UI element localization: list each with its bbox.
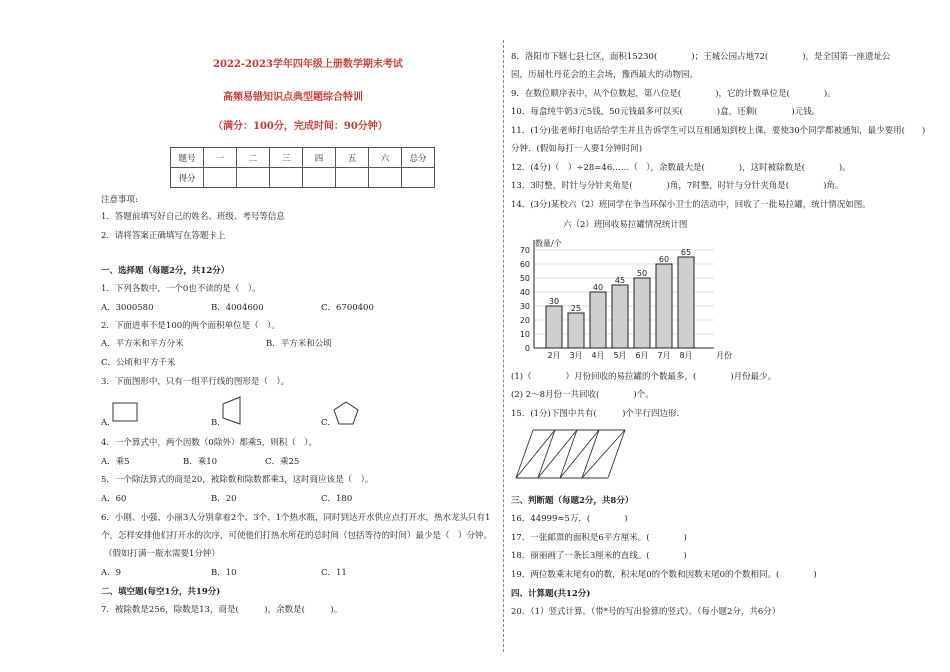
question-text: 10．每盒纯牛奶3元5钱，50元钱最多可以买( )盒，还剩( )元钱。 [511, 107, 821, 117]
option-a: A． [101, 418, 116, 428]
score-cell: 六 [369, 148, 402, 168]
x-tick-label: 6月 [635, 351, 649, 360]
score-cell: 二 [237, 148, 270, 168]
x-tick-label: 2月 [547, 351, 561, 360]
bar [546, 306, 562, 348]
x-tick-label: 5月 [613, 351, 627, 360]
question-text: 6．小刚、小强、小丽3人分别拿着2个、3个、1个热水瓶，同时到达开水供应点打开水，热水龙头只有1 [101, 513, 491, 523]
question-text: (2) 2～8月份一共回收( )个。 [511, 390, 654, 400]
option-a: A．3000580 [101, 303, 154, 313]
bar-value-label: 60 [658, 255, 670, 264]
score-cell: 一 [204, 148, 237, 168]
question-text: 5．一个除法算式的商是20，被除数和除数都乘3，这时商应该是（ ）。 [101, 475, 374, 485]
question-text: (1)（ ）月份回收的易拉罐的个数最多，( )月份最少。 [511, 372, 777, 382]
option-c: C．180 [321, 494, 353, 504]
pentagon-shape [333, 401, 359, 425]
x-tick-label: 4月 [591, 351, 605, 360]
y-axis-label: 数量/个 [535, 239, 562, 248]
question-text: 18．丽丽画了一条长3厘米的直线。( ) [511, 551, 687, 561]
score-cell: 总分 [402, 148, 435, 168]
question-text: 16．44999≈5万．( ) [511, 514, 628, 524]
question-text: 12．(4分)（ ）÷28=46……（ ），余数最大是( )，这时被除数是( )。 [511, 163, 851, 173]
bar-chart [510, 232, 740, 364]
bar [590, 292, 606, 348]
x-tick-label: 7月 [657, 351, 671, 360]
y-tick-label: 20 [519, 316, 530, 325]
score-cell: 三 [270, 148, 303, 168]
bar-value-label: 30 [548, 297, 560, 306]
bar-value-label: 45 [614, 276, 626, 285]
question-text: 8．洛阳市下辖七县七区，面积15230( )；王城公园占地72( )，是全国第一座遗址公 [511, 52, 891, 62]
score-input-cell[interactable] [237, 168, 270, 188]
option-a: A．60 [101, 494, 127, 504]
question-text: 14．(3分)某校六（2）班同学在争当环保小卫士的活动中，回收了一批易拉罐，统计情况如图。 [511, 200, 871, 210]
score-cell: 四 [303, 148, 336, 168]
option-b: B．乘10 [183, 457, 218, 467]
column-divider [503, 40, 504, 652]
chart-title: 六（2）班回收易拉罐情况统计图 [563, 220, 688, 230]
section-title: 二、填空题(每空1分，共19分) [101, 587, 221, 597]
bar-value-label: 25 [570, 304, 582, 313]
question-text: 2．下面进率不是100的两个面积单位是（ ）。 [101, 321, 280, 331]
trapezoid-shape [220, 396, 242, 426]
score-table-score-row [171, 168, 435, 188]
question-text: 13．3时整，时针与分针夹角是( )角，7时整，时针与分针夹角是( )角。 [511, 181, 844, 191]
option-a: A．平方米和平方分米 [101, 339, 184, 349]
option-c: C．11 [321, 568, 347, 578]
y-tick-label: 30 [519, 302, 530, 311]
question-text: 19．两位数乘末尾有0的数，积末尾0的个数和因数末尾0的个数相同。( ) [511, 570, 817, 580]
bar [612, 285, 628, 348]
y-tick-label: 10 [519, 330, 530, 339]
x-tick-label: 3月 [569, 351, 583, 360]
option-b: B．10 [211, 568, 237, 578]
section-title: 一、选择题（每题2分，共12分） [101, 266, 230, 276]
score-input-cell[interactable] [204, 168, 237, 188]
bar-value-label: 40 [592, 283, 604, 292]
question-text: 17．一张邮票的面积是6平方厘米。( ) [511, 533, 687, 543]
question-text: 20．（1）竖式计算。（带*号的写出验算的竖式）。（每小题2分，共6分） [511, 607, 781, 617]
bar-value-label: 65 [680, 248, 692, 257]
x-axis-label: 月份 [716, 351, 732, 360]
option-c: C．乘25 [265, 457, 300, 467]
y-tick-label: 70 [519, 246, 530, 255]
section-title: 三、判断题（每题2分，共8分） [511, 496, 634, 506]
option-c: C． [321, 418, 337, 428]
question-text: 9．在数位顺序表中，从个位数起，第八位是( )，它的计数单位是( )。 [511, 89, 836, 99]
section-title: 四、计算题(共12分) [511, 589, 591, 599]
notes-item: 2．请将答案正确填写在答题卡上 [101, 231, 226, 241]
score-table [170, 147, 435, 188]
bar [678, 257, 694, 348]
exam-info: （满分：100分，完成时间：90分钟） [213, 121, 388, 132]
square-shape [112, 402, 138, 422]
question-text: 个，怎样安排他们打开水的次序，可使他们打热水所花的总时间（包括等待的时间）最少是（ ）分钟。 [101, 531, 493, 541]
bar-value-label: 50 [636, 269, 648, 278]
option-b: B．平方米和公顷 [266, 339, 332, 349]
exam-title: 2022-2023学年四年级上册数学期末考试 [213, 59, 403, 70]
option-b: B． [211, 418, 226, 428]
score-cell: 题号 [171, 148, 204, 168]
question-text: （假如打满一瓶水需要1分钟） [104, 549, 220, 559]
notes-item: 1．答题前填写好自己的姓名、班级、考号等信息 [101, 212, 285, 222]
exam-subtitle: 高频易错知识点典型题综合特训 [223, 92, 363, 103]
score-input-cell[interactable] [402, 168, 435, 188]
option-c: C．公顷和平方千米 [101, 358, 176, 368]
question-text: 11．(1分)张老师打电话给学生并且告诉学生可以互相通知到校上课，要使30个同学都被通知，最少要用( ) [511, 126, 926, 136]
notes-title: 注意事项: [101, 195, 138, 205]
score-input-cell[interactable] [303, 168, 336, 188]
question-text: 15．(1分)下图中共有( )个平行四边形. [511, 409, 680, 419]
score-input-cell[interactable] [336, 168, 369, 188]
y-tick-label: 0 [524, 344, 530, 353]
option-b: B．4004600 [211, 303, 264, 313]
question-text: 1．下列各数中，一个0也不读的是（ ）。 [101, 284, 261, 294]
y-tick-label: 50 [519, 274, 530, 283]
parallelogram-figure [515, 428, 627, 480]
question-text: 4．一个算式中，两个因数（0除外）都乘5，则积（ ）。 [101, 438, 317, 448]
y-tick-label: 40 [519, 288, 530, 297]
bar [634, 278, 650, 348]
question-text: 7．被除数是256，除数是13，商是( )，余数是( )。 [101, 605, 343, 615]
score-cell: 得分 [171, 168, 204, 188]
option-a: A．9 [101, 568, 122, 578]
question-text: 园，历届牡丹花会的主会场，豫西最大的动物园。 [511, 70, 699, 80]
question-text: 分钟．(假如每打一人要1分钟时间) [511, 144, 643, 154]
y-tick-label: 60 [519, 260, 530, 269]
score-input-cell[interactable] [369, 168, 402, 188]
x-tick-label: 8月 [679, 351, 693, 360]
option-c: C．6700400 [321, 303, 374, 313]
score-input-cell[interactable] [270, 168, 303, 188]
score-cell: 五 [336, 148, 369, 168]
bar [568, 313, 584, 348]
bar [656, 264, 672, 348]
option-b: B．20 [211, 494, 237, 504]
question-text: 3．下面图形中，只有一组平行线的图形是（ ）。 [101, 377, 290, 387]
score-table-header-row [171, 148, 435, 168]
option-a: A．乘5 [101, 457, 130, 467]
